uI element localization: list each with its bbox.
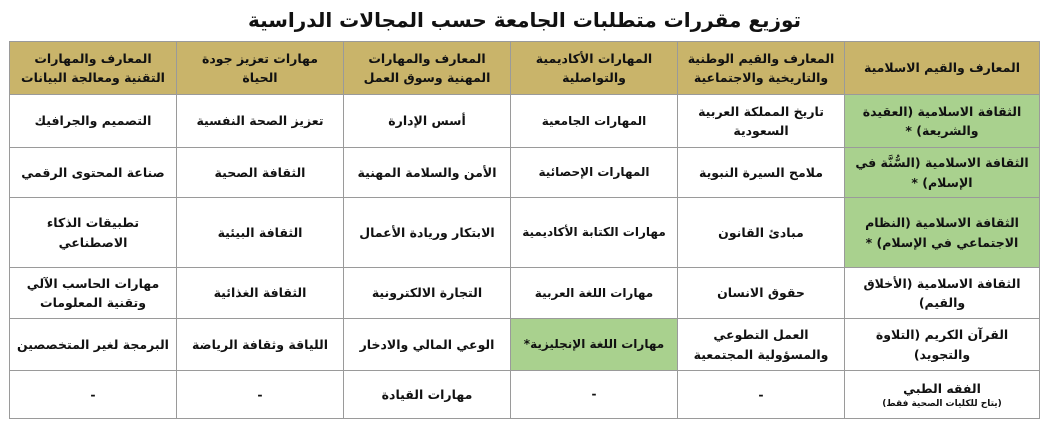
cell-note: (يتاح للكليات الصحية فقط) bbox=[882, 398, 1002, 409]
table-cell: الثقافة الاسلامية (الأخلاق والقيم) bbox=[845, 268, 1040, 319]
table-cell: مهارات اللغة الإنجليزية* bbox=[511, 319, 678, 371]
header-professional: المعارف والمهارات المهنية وسوق العمل bbox=[344, 42, 511, 95]
table-cell: أسس الإدارة bbox=[344, 95, 511, 148]
table-row bbox=[10, 268, 1040, 319]
table-cell: تطبيقات الذكاء الاصطناعي bbox=[10, 198, 177, 268]
table-cell: الثقافة الغذائية bbox=[177, 268, 344, 319]
header-row bbox=[10, 42, 1040, 95]
header-islamic: المعارف والقيم الاسلامية bbox=[845, 42, 1040, 95]
table-cell: التصميم والجرافيك bbox=[10, 95, 177, 148]
table-cell: التجارة الالكترونية bbox=[344, 268, 511, 319]
table-cell: البرمجة لغير المتخصصين bbox=[10, 319, 177, 371]
page-title: توزيع مقررات متطلبات الجامعة حسب المجالات الدراسية bbox=[247, 8, 802, 32]
table-cell: تعزيز الصحة النفسية bbox=[177, 95, 344, 148]
table-cell: اللياقة وثقافة الرياضة bbox=[177, 319, 344, 371]
table-cell: - bbox=[10, 371, 177, 419]
table-row bbox=[10, 148, 1040, 198]
table-cell: مهارات الكتابة الأكاديمية bbox=[511, 198, 678, 268]
table-cell: المهارات الجامعية bbox=[511, 95, 678, 148]
header-national: المعارف والقيم الوطنية والتاريخية والاجتماعية bbox=[678, 42, 845, 95]
table-cell: المهارات الإحصائية bbox=[511, 148, 678, 198]
table-cell: الابتكار وريادة الأعمال bbox=[344, 198, 511, 268]
table-cell: مهارات اللغة العربية bbox=[511, 268, 678, 319]
table-cell: تاريخ المملكة العربية السعودية bbox=[678, 95, 845, 148]
table-row bbox=[10, 371, 1040, 419]
table-cell: - bbox=[177, 371, 344, 419]
table-cell: الثقافة الاسلامية (النظام الاجتماعي في الإسلام) * bbox=[845, 198, 1040, 268]
table-cell: القرآن الكريم (التلاوة والتجويد) bbox=[845, 319, 1040, 371]
cell-text: الفقه الطبي bbox=[903, 381, 981, 397]
table-cell: الثقافة البيئية bbox=[177, 198, 344, 268]
table-cell: مبادئ القانون bbox=[678, 198, 845, 268]
table-cell: الثقافة الصحية bbox=[177, 148, 344, 198]
table-cell: الثقافة الاسلامية (العقيدة والشريعة) * bbox=[845, 95, 1040, 148]
table-row bbox=[10, 198, 1040, 268]
courses-table bbox=[9, 41, 1040, 419]
header-technical: المعارف والمهارات التقنية ومعالجة البيانات bbox=[10, 42, 177, 95]
table-row bbox=[10, 319, 1040, 371]
header-quality-of-life: مهارات تعزيز جودة الحياة bbox=[177, 42, 344, 95]
table-cell: العمل التطوعي والمسؤولية المجتمعية bbox=[678, 319, 845, 371]
table-cell: الوعي المالي والادخار bbox=[344, 319, 511, 371]
table-cell: الأمن والسلامة المهنية bbox=[344, 148, 511, 198]
table-cell: ملامح السيرة النبوية bbox=[678, 148, 845, 198]
table-cell: صناعة المحتوى الرقمي bbox=[10, 148, 177, 198]
table-cell: مهارات القيادة bbox=[344, 371, 511, 419]
table-cell: حقوق الانسان bbox=[678, 268, 845, 319]
table-cell: - bbox=[678, 371, 845, 419]
table-cell: مهارات الحاسب الآلي وتقنية المعلومات bbox=[10, 268, 177, 319]
table-cell bbox=[845, 371, 1040, 419]
table-row bbox=[10, 95, 1040, 148]
header-academic: المهارات الأكاديمية والتواصلية bbox=[511, 42, 678, 95]
table-cell: الثقافة الاسلامية (السُّنَّة في الإسلام) * bbox=[845, 148, 1040, 198]
table-cell: - bbox=[511, 371, 678, 419]
